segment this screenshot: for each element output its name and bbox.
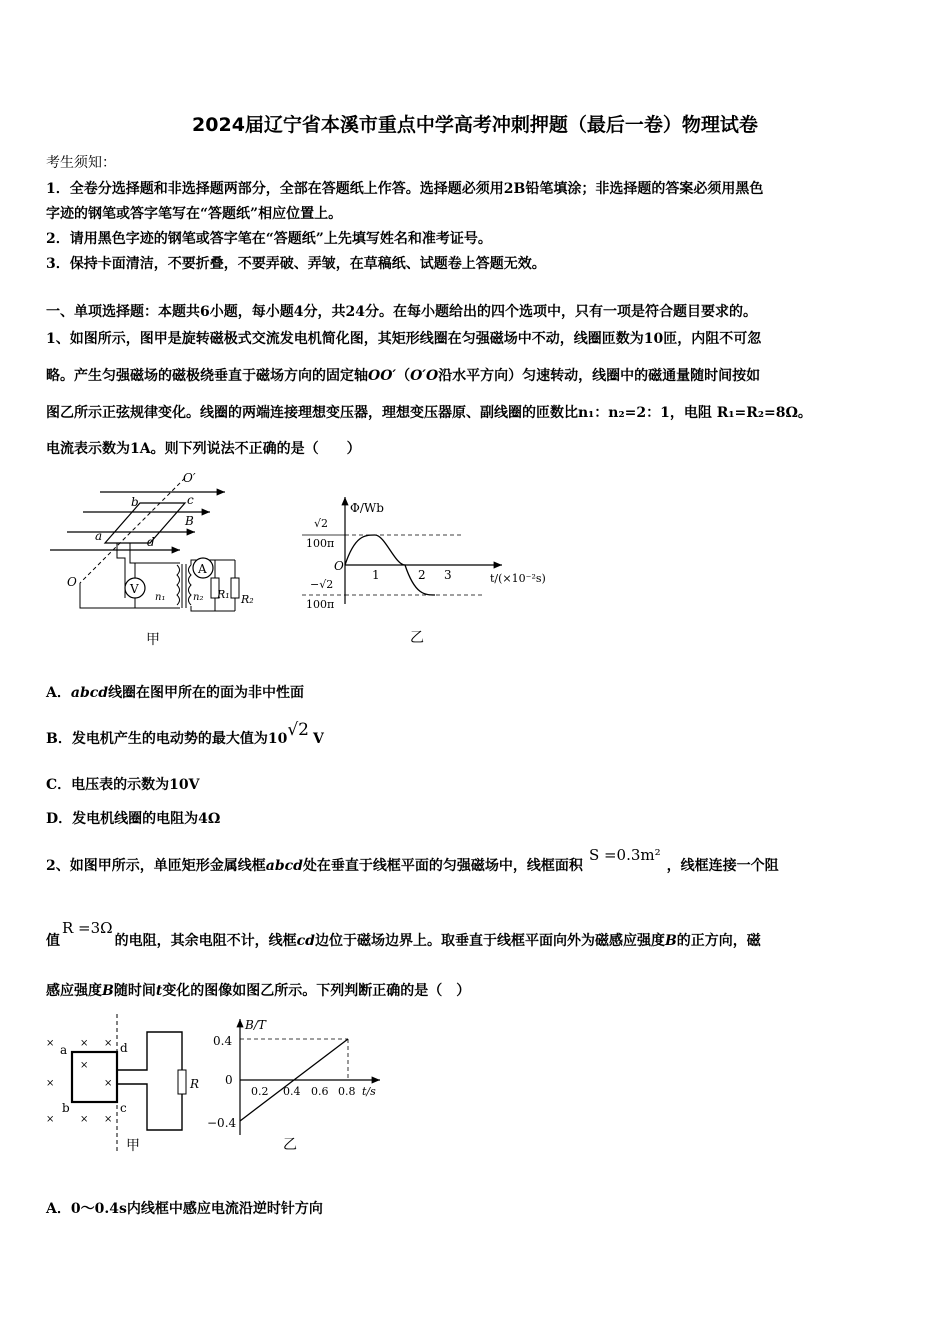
q2-fig-a-caption: 甲 [126,1138,140,1154]
q1-fig-field-label: B [185,514,194,528]
q2-graph-origin: 0 [225,1073,233,1087]
q1-fig-ammeter-label: A [198,562,207,576]
svg-text:×: × [46,1114,55,1125]
q1-fig-a-label: a [95,529,103,543]
q1-fig-r2-label: R₂ [241,593,254,606]
q1-fig-d-label: d [147,535,155,549]
q1-fig-a-caption: 甲 [146,632,160,648]
q1-graph-neg-den: 100π [306,598,335,611]
q2-fig-c-label: c [120,1101,127,1115]
q1-line-1: 1、如图所示，图甲是旋转磁极式交流发电机简化图，其矩形线圈在匀强磁场中不动，线圈匝数为10匝，内阻不可忽 [46,331,762,347]
section-heading: 一、单项选择题：本题共6小题，每小题4分，共24分。在每小题给出的四个选项中，只有一项是符合题目要求的。 [46,304,757,320]
q1-fig-n1-label: n₁ [155,592,166,603]
notice-item-2: 2．请用黑色字迹的钢笔或答字笔在“答题纸”上先填写姓名和准考证号。 [46,231,492,247]
notice-item-1a: 1．全卷分选择题和非选择题两部分，全部在答题纸上作答。选择题必须用2B铅笔填涂；非选择题的答案必须用黑色 [46,181,764,197]
q1-option-d: D．发电机线圈的电阻为4Ω [46,811,221,827]
svg-text:×: × [46,1038,55,1049]
q1-line-3: 图乙所示正弦规律变化。线圈的两端连接理想变压器，理想变压器原、副线圈的匝数比n₁：n₂=2：1，电阻 R₁=R₂=8Ω。 [46,405,812,421]
svg-text:×: × [104,1114,113,1125]
q2-graph-yaxis-label: B/T [245,1018,266,1032]
q1-fig-oprime-label: O′ [183,471,196,485]
q2-line-2: 值R =3Ω的电阻，其余电阻不计，线框cd边位于磁场边界上。取垂直于线框平面向外为磁感应强度B的正方向，磁 [46,919,761,949]
q1-fig-voltmeter-label: V [130,582,139,596]
q2-figure-frame [42,1012,212,1157]
q1-graph-pos-num: √2 [314,517,329,530]
q2-option-a: A．0～0.4s内线框中感应电流沿逆时针方向 [46,1201,323,1217]
q1-fig-c-label: c [187,493,194,507]
q2-fig-b-label: b [62,1101,70,1115]
page-title: 2024届辽宁省本溪市重点中学高考冲刺押题（最后一卷）物理试卷 [192,114,758,136]
q1-figure-generator [45,468,275,648]
q2-graph-x2: 0.4 [283,1085,301,1098]
q1-fig-r1-label: R₁ [217,588,230,601]
svg-text:×: × [80,1038,89,1049]
q1-fig-b-caption: 乙 [410,630,424,646]
q2-line-3: 感应强度B随时间t变化的图像如图乙所示。下列判断正确的是（ ） [46,983,471,999]
q2-graph-x4: 0.8 [338,1085,356,1098]
q1-graph-t3: 3 [444,568,452,582]
svg-text:×: × [104,1078,113,1089]
svg-text:×: × [80,1114,89,1125]
svg-text:×: × [104,1038,113,1049]
q1-graph-yaxis-label: Φ/Wb [350,501,384,515]
q1-line-2: 略。产生匀强磁场的磁极绕垂直于磁场方向的固定轴OO′（O′O沿水平方向）匀速转动，线圈中的磁通量随时间按如 [46,368,761,384]
svg-text:×: × [46,1078,55,1089]
q1-graph-neg-num: −√2 [310,578,334,591]
q1-option-c: C．电压表的示数为10V [46,777,200,793]
q1-line-4: 电流表示数为1A。则下列说法不正确的是（ ） [46,441,361,457]
q1-fig-b-label: b [131,495,139,509]
q1-graph-t1: 1 [372,568,380,582]
q2-fig-a-label: a [60,1043,68,1057]
q2-graph-yneg: −0.4 [207,1116,237,1130]
q2-fig-b-caption: 乙 [283,1137,297,1153]
notice-item-3: 3．保持卡面清洁，不要折叠，不要弄破、弄皱，在草稿纸、试题卷上答题无效。 [46,256,546,272]
q2-fig-d-label: d [120,1041,128,1055]
q1-fig-n2-label: n₂ [193,592,204,603]
q2-graph-xaxis-label: t/s [362,1085,376,1098]
q1-option-a: A．abcd线圈在图甲所在的面为非中性面 [46,685,305,701]
q1-graph-t2: 2 [418,568,426,582]
svg-text:×: × [80,1060,89,1071]
q2-graph-x1: 0.2 [251,1085,269,1098]
q2-graph-ypos: 0.4 [213,1034,233,1048]
q1-graph-pos-den: 100π [306,537,335,550]
q1-option-b: B．发电机产生的电动势的最大值为10√2 V [46,720,324,747]
q1-figure-flux-graph [292,492,572,647]
q2-line-1: 2、如图甲所示，单匝矩形金属线框abcd处在垂直于线框平面的匀强磁场中，线框面积S =0.3m²，线框连接一个阻 [46,846,779,874]
q2-graph-x3: 0.6 [311,1085,329,1098]
q2-figure-b-graph [205,1015,385,1160]
q1-graph-xaxis-label: t/(×10⁻²s) [490,572,546,585]
notice-item-1b: 字迹的钢笔或答字笔写在“答题纸”相应位置上。 [46,206,343,222]
q1-graph-origin: O [334,559,344,573]
q2-fig-r-label: R [190,1077,200,1091]
notice-heading: 考生须知： [46,155,116,171]
q1-fig-o-label: O [67,575,77,589]
